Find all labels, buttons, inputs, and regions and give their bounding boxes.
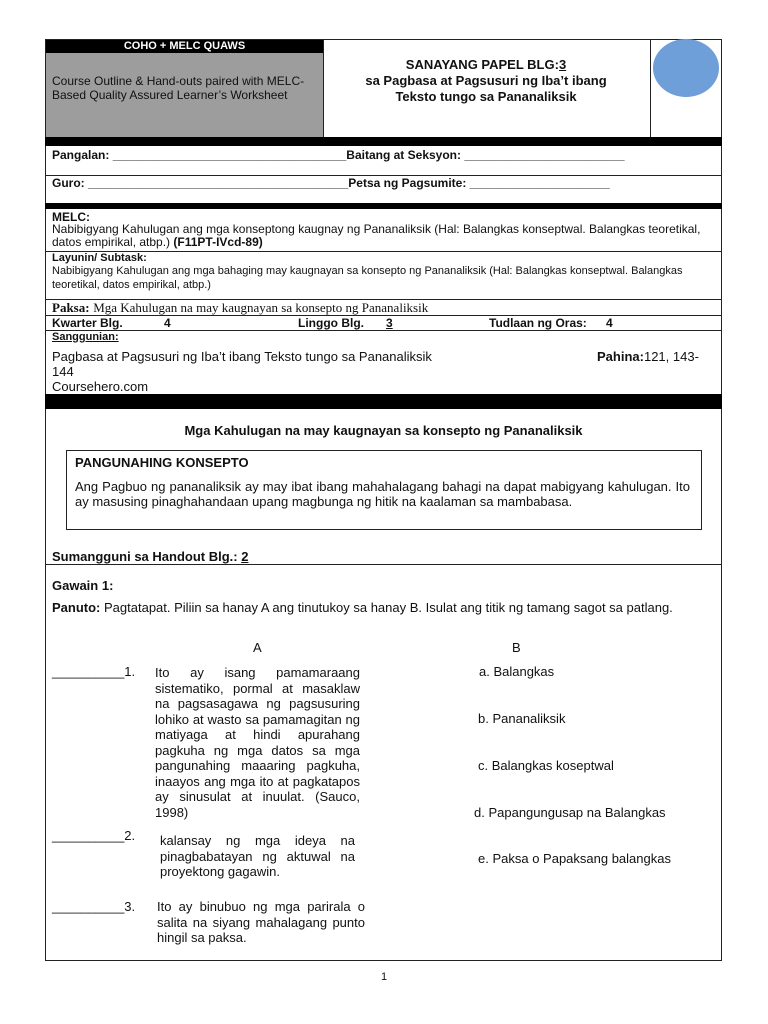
choice-a: a. Balangkas: [479, 664, 555, 679]
hours-value: 4: [606, 316, 613, 330]
sanggunian-label: Sanggunian:: [52, 331, 119, 343]
item-2-text: kalansay ng mga ideya na pinagbabatayan ng aktuwal na proyektong gagawin.: [160, 833, 355, 879]
melc-label: MELC:: [52, 210, 90, 224]
item-2-blank[interactable]: __________2.: [52, 828, 136, 843]
header-divider-right: [650, 40, 651, 137]
sanggunian-page-cont: 144: [52, 364, 74, 379]
name-row: [52, 148, 625, 162]
instruction-text: Pagtatapat. Piliin sa hanay A ang tinutukoy sa hanay B. Isulat ang titik ng tamang sagot sa patlang.: [104, 600, 673, 615]
layunin-text: Nabibigyang Kahulugan ang mga bahaging may kaugnayan sa konsepto ng Pananaliksik (Hal: Balangkas konseptwal. Balangkas teoretikal, datos empirikal, atbp.): [52, 265, 683, 291]
title-line3: Teksto tungo sa Pananaliksik: [395, 89, 577, 104]
name-blank[interactable]: ___________________________________: [112, 148, 347, 162]
week-label: Linggo Blg.: [298, 316, 364, 330]
name-label: Pangalan:: [52, 148, 110, 162]
header-banner: COHO + MELC QUAWS: [46, 40, 323, 53]
activity-title: Gawain 1:: [52, 578, 114, 593]
date-label: Petsa ng Pagsumite:: [348, 176, 467, 190]
teacher-label: Guro:: [52, 176, 85, 190]
item-1-blank[interactable]: __________1.: [52, 664, 136, 679]
melc-description: Nabibigyang Kahulugan ang mga konseptong kaugnay ng Pananaliksik (Hal: Balangkas konseptwal. Balangkas teoretikal, datos empirikal, atbp.): [52, 222, 701, 249]
choice-e: e. Paksa o Papaksang balangkas: [478, 851, 671, 866]
paksa-text: Mga Kahulugan na may kaugnayan sa konsepto ng Pananaliksik: [93, 300, 429, 315]
worksheet-title: [330, 57, 642, 105]
divider-bar-2: [45, 203, 722, 209]
sanggunian-page: [597, 349, 699, 364]
grade-blank[interactable]: ________________________: [464, 148, 625, 162]
sanggunian-site: Coursehero.com: [52, 379, 149, 394]
melc-text: [52, 223, 712, 249]
hours-label: Tudlaan ng Oras:: [489, 316, 587, 330]
handout-label: Sumangguni sa Handout Blg.:: [52, 549, 238, 564]
sanggunian-book: Pagbasa at Pagsusuri ng Iba’t ibang Teksto tungo sa Pananaliksik: [52, 349, 432, 364]
handout-row: [52, 549, 248, 564]
title-number: 3: [558, 57, 567, 72]
column-a-header: A: [253, 640, 262, 655]
kwarter-divider: [45, 330, 722, 331]
title-line2: sa Pagbasa at Pagsusuri ng Iba’t ibang: [365, 73, 607, 88]
title-prefix: SANAYANG PAPEL BLG:: [405, 57, 559, 72]
instruction-label: Panuto:: [52, 600, 101, 615]
main-heading: Mga Kahulugan na may kaugnayan sa konsepto ng Pananaliksik: [184, 423, 583, 438]
date-blank[interactable]: _____________________: [469, 176, 610, 190]
column-b-header: B: [512, 640, 521, 655]
divider-bar-1: [45, 137, 722, 146]
activity-instruction: [52, 599, 718, 617]
concept-title: PANGUNAHING KONSEPTO: [75, 455, 249, 470]
divider-bar-3: [45, 394, 722, 409]
page-label: Pahina:: [597, 349, 644, 364]
quarter-value: 4: [164, 316, 171, 330]
item-1-text: Ito ay isang pamamaraang sistematiko, pormal at masaklaw na pagsasagawa ng pagsusuring lohiko at wasto sa pamamagitan ng matiyaga at hindi apurahang pagkuha ng mga datos sa mga pangunahing maaaring pagkuha, inaayos ang mga ito at pagkatapos ay sinusulat at inuulat. (Sauco, 1998): [155, 665, 360, 820]
page-number: 1: [380, 971, 388, 983]
course-outline-text: Course Outline & Hand-outs paired with MELC- Based Quality Assured Learner’s Worksheet: [52, 74, 305, 102]
teacher-row: [52, 176, 610, 190]
teacher-blank[interactable]: _______________________________________: [88, 176, 349, 190]
page-value: 121, 143-: [643, 349, 699, 364]
melc-code: (F11PT-IVcd-89): [173, 235, 263, 249]
choice-c: c. Balangkas koseptwal: [478, 758, 614, 773]
paksa-row: [52, 300, 428, 316]
choice-d: d. Papangungusap na Balangkas: [474, 805, 666, 820]
handout-divider: [45, 564, 722, 565]
kwarter-row: [52, 316, 712, 330]
header-divider-left: [323, 40, 324, 137]
school-logo: [653, 39, 719, 97]
week-value: 3: [386, 316, 393, 330]
item-3-blank[interactable]: __________3.: [52, 899, 136, 914]
concept-text: Ang Pagbuo ng pananaliksik ay may ibat ibang mahahalagang bahagi na dapat mabigyang kahulugan. Ito ay masusing pinaghahandaan upang magbunga ng hitik na kaalaman sa mambabasa.: [75, 479, 690, 509]
layunin-label: Layunin/ Subtask:: [52, 252, 147, 264]
choice-b: b. Pananaliksik: [478, 711, 566, 726]
quarter-label: Kwarter Blg.: [52, 316, 123, 330]
item-3-text: Ito ay binubuo ng mga parirala o salita na siyang mahalagang punto hingil sa paksa.: [157, 899, 365, 945]
handout-value: 2: [241, 549, 249, 564]
paksa-label: Paksa:: [52, 300, 90, 315]
grade-label: Baitang at Seksyon:: [346, 148, 461, 162]
